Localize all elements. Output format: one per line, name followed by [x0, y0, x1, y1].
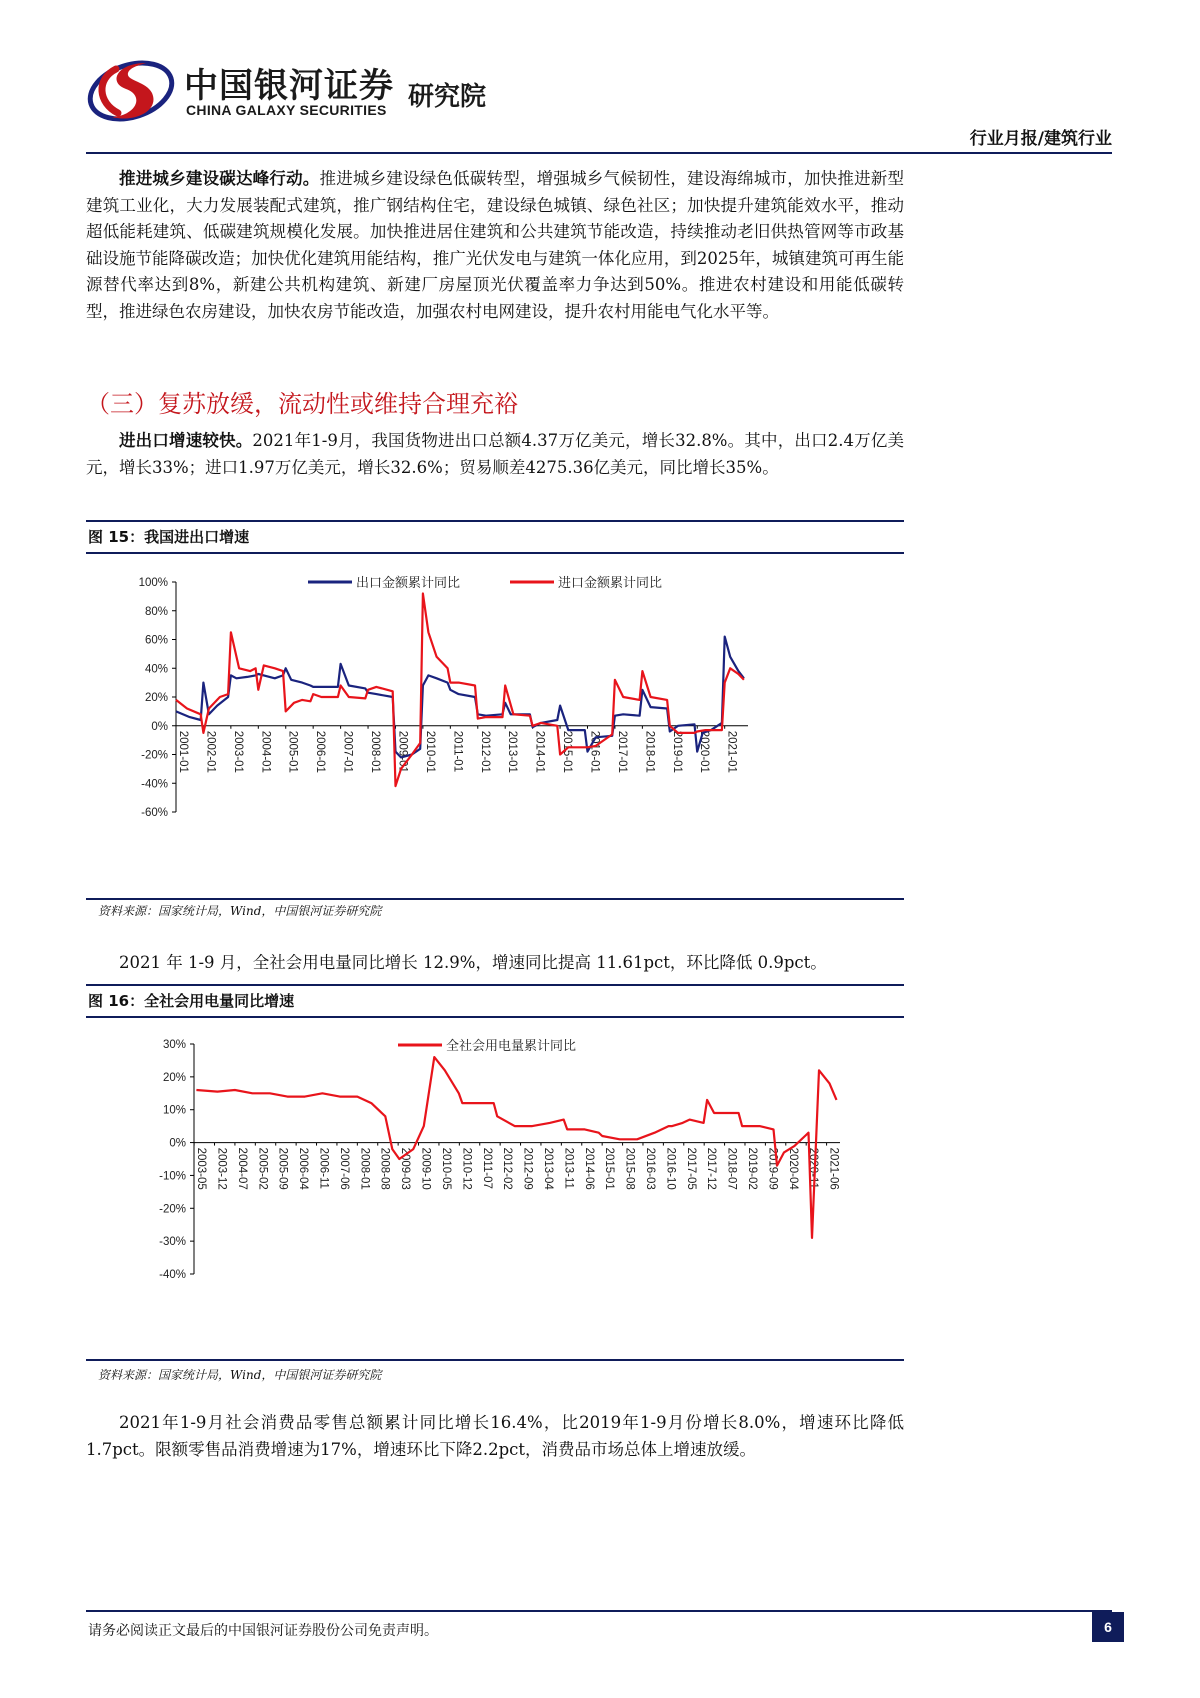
footer-disclaimer: 请务必阅读正文最后的中国银河证券股份公司免责声明。: [88, 1623, 438, 1639]
y-tick-label: -40%: [141, 778, 168, 791]
y-tick-label: 0%: [169, 1137, 186, 1150]
x-tick-label: 2007-01: [341, 730, 354, 773]
fig15-title-rule: [86, 552, 904, 554]
retail-paragraph: 2021年1-9月社会消费品零售总额累计同比增长16.4%，比2019年1-9月份增长8.0%，增速环比降低1.7pct。限额零售品消费增速为17%，增速环比下降2.2pct，消费品市场总体上增速放缓。: [86, 1413, 904, 1459]
y-tick-label: -30%: [159, 1236, 186, 1249]
x-tick-label: 2014-01: [533, 730, 546, 773]
x-tick-label: 2014-06: [582, 1147, 595, 1190]
x-tick-label: 2006-11: [317, 1147, 330, 1189]
y-tick-label: -10%: [159, 1170, 186, 1183]
fig15-chart: [86, 560, 904, 895]
y-tick-label: 40%: [144, 663, 168, 676]
x-tick-label: 2019-02: [745, 1147, 758, 1190]
x-tick-label: 2008-01: [358, 1147, 371, 1190]
x-tick-label: 2016-01: [588, 730, 601, 773]
section-title: （三）复苏放缓，流动性或维持合理充裕: [86, 390, 518, 418]
galaxy-logo-icon: [86, 55, 176, 125]
x-tick-label: 2017-05: [684, 1147, 697, 1190]
x-tick-label: 2002-01: [204, 730, 217, 773]
x-tick-label: 2017-12: [705, 1147, 718, 1190]
x-tick-label: 2001-01: [177, 730, 189, 773]
y-tick-label: 20%: [144, 692, 168, 704]
x-tick-label: 2021-06: [827, 1147, 840, 1190]
y-tick-label: 30%: [162, 1039, 186, 1051]
fig15-legend: [308, 575, 662, 590]
x-tick-label: 2007-06: [337, 1147, 350, 1190]
x-tick-label: 2008-01: [369, 730, 382, 773]
fig16-legend: [398, 1038, 576, 1053]
x-tick-label: 2011-01: [451, 730, 464, 773]
x-tick-label: 2006-04: [297, 1147, 310, 1190]
x-tick-label: 2003-01: [231, 730, 244, 773]
y-tick-label: 20%: [162, 1071, 186, 1084]
intro-paragraph: [86, 166, 904, 325]
brand-name-cn: 中国银河证券: [184, 66, 394, 106]
y-tick-label: 0%: [151, 720, 168, 733]
x-tick-label: 2008-08: [378, 1147, 391, 1190]
x-tick-label: 2015-08: [623, 1147, 636, 1190]
institute-label: 研究院: [408, 82, 487, 112]
fig15-title: 图 15：我国进出口增速: [88, 528, 250, 546]
y-tick-label: -60%: [141, 807, 168, 819]
series-line-0: [196, 1057, 836, 1238]
x-tick-label: 2020-01: [698, 730, 711, 773]
brand-logo: [86, 55, 176, 125]
legend-power-label: 全社会用电量累计同比: [446, 1038, 577, 1053]
y-tick-label: -20%: [141, 749, 168, 762]
x-tick-label: 2004-07: [235, 1147, 248, 1190]
fig15-top-rule: [86, 520, 904, 522]
x-tick-label: 2005-01: [286, 730, 299, 773]
trade-text: 2021年1-9月，我国货物进出口总额4.37万亿美元，增长32.8%。其中，出口2.4万亿美元，增长33%；进口1.97万亿美元，增长32.6%；贸易顺差4275.36亿美元，同比增长35%。: [86, 431, 904, 477]
x-tick-label: 2015-01: [603, 1147, 616, 1190]
x-tick-label: 2013-11: [562, 1147, 575, 1189]
x-tick-label: 2018-07: [725, 1147, 738, 1190]
x-tick-label: 2005-02: [256, 1147, 269, 1190]
fig16-title: 图 16：全社会用电量同比增速: [88, 992, 295, 1010]
x-tick-label: 2004-01: [259, 730, 272, 773]
fig16-title-rule: [86, 1016, 904, 1018]
y-tick-label: -20%: [159, 1203, 186, 1216]
x-tick-label: 2011-07: [480, 1147, 493, 1189]
x-tick-label: 2003-05: [195, 1147, 208, 1190]
y-tick-label: 80%: [144, 605, 168, 618]
x-tick-label: 2021-01: [725, 730, 738, 773]
fig16-chart: [86, 1024, 904, 1356]
x-tick-label: 2012-09: [521, 1147, 534, 1190]
fig16-source: 资料来源：国家统计局，Wind，中国银河证券研究院: [98, 1368, 382, 1382]
trade-paragraph: [86, 428, 904, 481]
x-tick-label: 2016-10: [664, 1147, 677, 1190]
y-tick-label: 10%: [162, 1104, 186, 1117]
legend-export-label: 出口金额累计同比: [356, 575, 461, 590]
x-tick-label: 2019-01: [670, 730, 683, 773]
report-type: 行业月报/建筑行业: [969, 129, 1112, 149]
brand-name-en: CHINA GALAXY SECURITIES: [186, 102, 387, 118]
x-tick-label: 2010-05: [439, 1147, 452, 1190]
x-tick-label: 2015-01: [561, 730, 574, 773]
x-tick-label: 2009-01: [396, 730, 409, 773]
x-tick-label: 2020-11: [807, 1147, 820, 1189]
fig16-bottom-rule: [86, 1359, 904, 1361]
y-tick-label: 60%: [144, 634, 168, 647]
y-tick-label: -40%: [159, 1269, 186, 1281]
y-tick-label: 100%: [138, 577, 168, 589]
x-tick-label: 2020-04: [786, 1147, 799, 1190]
page-number: 6: [1092, 1612, 1124, 1642]
power-paragraph: 2021 年 1-9 月，全社会用电量同比增长 12.9%，增速同比提高 11.61pct，环比降低 0.9pct。: [119, 953, 827, 972]
fig16-top-rule: [86, 984, 904, 986]
trade-bold: 进出口增速较快。: [119, 431, 253, 450]
x-tick-label: 2017-01: [615, 730, 628, 773]
fig15-source: 资料来源：国家统计局，Wind，中国银河证券研究院: [98, 904, 382, 918]
x-tick-label: 2009-10: [419, 1147, 432, 1190]
x-tick-label: 2010-01: [423, 730, 436, 773]
x-tick-label: 2012-02: [501, 1147, 514, 1190]
header-rule: [86, 152, 1112, 154]
x-tick-label: 2005-09: [276, 1147, 289, 1190]
x-tick-label: 2013-01: [506, 730, 519, 773]
intro-bold: 推进城乡建设碳达峰行动。: [119, 169, 320, 188]
x-tick-label: 2018-01: [643, 730, 656, 773]
x-tick-label: 2016-03: [643, 1147, 656, 1190]
x-tick-label: 2010-12: [460, 1147, 473, 1190]
intro-text: 推进城乡建设绿色低碳转型，增强城乡气候韧性，建设海绵城市，加快推进新型建筑工业化，大力发展装配式建筑，推广钢结构住宅，建设绿色城镇、绿色社区；加快提升建筑能效水平，推动超低能耗建筑、低碳建筑规模化发展。加快推进居住建筑和公共建筑节能改造，持续推动老旧供热管网等市政基础设施节能降碳改造；加快优化建筑用能结构，推广光伏发电与建筑一体化应用，到2025年，城镇建筑可再生能源替代率达到8%，新建公共机构建筑、新建厂房屋顶光伏覆盖率力争达到50%。推进农村建设和用能低碳转型，推进绿色农房建设，加快农房节能改造，加强农村电网建设，提升农村用能电气化水平等。: [86, 169, 905, 321]
x-tick-label: 2009-03: [399, 1147, 412, 1190]
x-tick-label: 2006-01: [314, 730, 327, 773]
x-tick-label: 2003-12: [215, 1147, 228, 1190]
x-tick-label: 2013-04: [541, 1147, 554, 1190]
fig15-bottom-rule: [86, 898, 904, 900]
x-tick-label: 2019-09: [766, 1147, 779, 1190]
x-tick-label: 2012-01: [478, 730, 491, 773]
footer-rule: [86, 1610, 1112, 1612]
legend-import-label: 进口金额累计同比: [558, 575, 663, 590]
